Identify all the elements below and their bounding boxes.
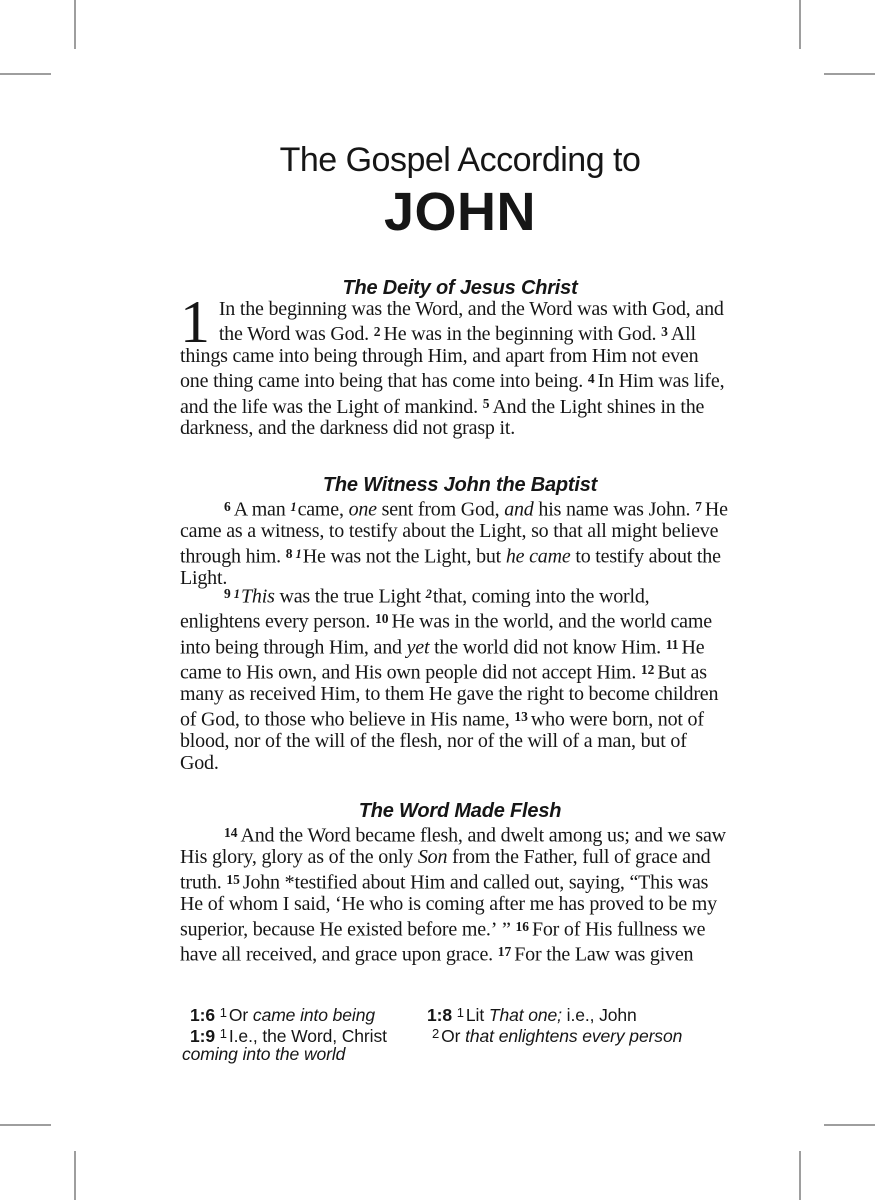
book-title-prefix: The Gospel According to	[279, 141, 641, 179]
crop-mark-top-right-horizontal	[824, 73, 875, 75]
verse-paragraph-9-13: $^9$ $^1$This was the true Light $^2$that, coming into the world, enlightens every person. $^{10}$ He was in the world, and the world came into being through Him, and yet the world did not know Him. $^{11}$ He came to His own, and His own people did not accept Him. $^{12}$ But as many as received Him, to them He gave the right to become children of God, to those who believe in His name, $^{13}$ who were born, not of blood, nor of the will of the flesh, nor of the will of a man, but of God.	[180, 585, 719, 775]
verse-text: In the beginning was the Word, and the Word was with God, and the Word was God. $^2$ He was in the beginning with God. $^3$ All things came into being through Him, and apart from Him not even one thing came into being that has come into being. $^4$ In Him was life, and the life was the Light of mankind. $^5$ And the Light shines in the darkness, and the darkness did not grasp it.	[180, 298, 725, 440]
footnote-1-9-note2: $^2$ Or that enlightens every person	[432, 1026, 683, 1046]
footnotes	[182, 1002, 740, 1065]
footnote-line	[182, 1044, 740, 1065]
footnote-1-8: 1:8 $^1$ Lit That one; i.e., John	[427, 1005, 637, 1025]
footnote-line	[182, 1002, 740, 1023]
section-heading-witness: The Witness John the Baptist	[322, 474, 598, 496]
verse-paragraph-6-8: $^6$ A man $^1$came, one sent from God, and his name was John. $^7$ He came as a witness, to testify about the Light, so that all might believe through him. $^8$ $^1$He was not the Light, but he came to testify about the Light.	[180, 498, 728, 590]
crop-mark-bottom-right-horizontal	[824, 1124, 875, 1126]
crop-mark-bottom-left-vertical	[74, 1151, 76, 1200]
section-heading-word-made-flesh: The Word Made Flesh	[358, 800, 562, 822]
book-title: JOHN	[383, 182, 537, 242]
crop-mark-bottom-right-vertical	[799, 1151, 801, 1200]
footnote-line	[182, 1023, 740, 1044]
section-heading-deity: The Deity of Jesus Christ	[342, 277, 578, 299]
verse-paragraph-1-5	[180, 289, 728, 440]
chapter-number-dropcap: 1	[180, 289, 210, 355]
footnote-continuation: coming into the world	[182, 1044, 346, 1064]
verse-paragraph-14-17: $^{14}$ And the Word became flesh, and dwelt among us; and we saw His glory, glory as of the only Son from the Father, full of grace and truth. $^{15}$ John *testified about Him and called out, saying, “This was He of whom I said, ‘He who is coming after me has proved to be my superior, because He existed before me.’ ” $^{16}$ For of His fullness we have all received, and grace upon grace. $^{17}$ For the Law was given	[180, 824, 726, 966]
crop-mark-bottom-left-horizontal	[0, 1124, 51, 1126]
footnote-1-9-note1: 1:9 $^1$ I.e., the Word, Christ	[190, 1026, 387, 1046]
crop-mark-top-left-vertical	[74, 0, 76, 49]
crop-mark-top-left-horizontal	[0, 73, 51, 75]
footnote-1-6: 1:6 $^1$ Or came into being	[190, 1005, 375, 1025]
crop-mark-top-right-vertical	[799, 0, 801, 49]
